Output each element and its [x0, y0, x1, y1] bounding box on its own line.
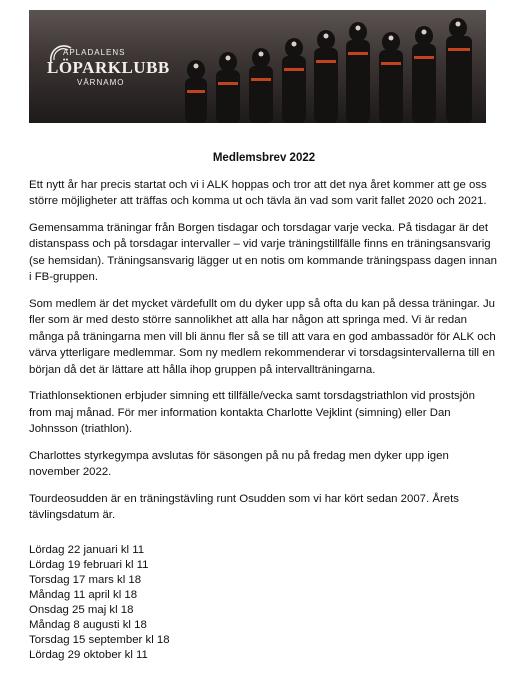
list-item: Onsdag 25 maj kl 18 — [29, 603, 134, 616]
club-logo — [47, 40, 170, 100]
paragraph-gym: Charlottes styrkegympa avslutas för säsongen på nu på fredag men dyker upp igen november 2022. — [29, 449, 449, 478]
list-item: Lördag 19 februari kl 11 — [29, 558, 149, 571]
paragraph-triathlon: Triathlonsektionen erbjuder simning ett tillfälle/vecka samt torsdagstriathlon vid prostsjön from maj månad. För mer information kontakta Charlotte Vejklint (simning) eller Dan Johnsson (triathlon). — [29, 390, 475, 435]
list-item: Lördag 29 oktober kl 11 — [29, 648, 148, 661]
race-dates-list — [29, 543, 499, 663]
logo-text-main: LÖPARKLUBB — [47, 58, 170, 77]
paragraph-members: Som medlem är det mycket värdefullt om du dyker upp så ofta du kan på dessa träningar. Ju fler som är med desto större sannolikhet att alla har någon att springa med. Vi är redan många på träningarna men vill bli ännu fler så se till att vara en god ambassadör för ALK och värva ytterligare medlemmar. Som ny medlem rekommenderar vi torsdagsintervallerna till en början då det är lättare att hålla ihop gruppen på intervallträningarna. — [29, 297, 496, 376]
list-item: Lördag 22 januari kl 11 — [29, 543, 145, 556]
list-item: Måndag 8 augusti kl 18 — [29, 618, 147, 631]
paragraph-intro: Ett nytt år har precis startat och vi i ALK hoppas och tror att det nya året kommer att ge oss större möjligheter att träffas och komma ut och tävla än vad som varit fallet 2020 och 2021. — [29, 178, 487, 207]
list-item: Måndag 11 april kl 18 — [29, 588, 138, 601]
logo-text-bottom: VÄRNAMO — [77, 78, 125, 87]
list-item: Torsdag 17 mars kl 18 — [29, 573, 142, 586]
runners-group-image — [166, 10, 486, 123]
paragraph-tourdeosudden: Tourdeosudden är en träningstävling runt Osudden som vi har kört sedan 2007. Årets tävlingsdatum är. — [29, 492, 459, 521]
document-title: Medlemsbrev 2022 — [212, 152, 316, 164]
logo-text-top: APLADALENS — [63, 48, 126, 57]
newsletter-body — [29, 150, 499, 663]
list-item: Torsdag 15 september kl 18 — [29, 633, 170, 646]
header-banner-photo — [29, 10, 486, 123]
paragraph-trainings: Gemensamma träningar från Borgen tisdagar och torsdagar varje vecka. På tisdagar är det distanspass och på torsdagar intervaller – vid varje träningstillfälle finns en träningsansvarig (se hemsidan). Träningsansvarig lägger ut en notis om kommande träningspass dagen innan i FB-gruppen. — [29, 221, 497, 283]
